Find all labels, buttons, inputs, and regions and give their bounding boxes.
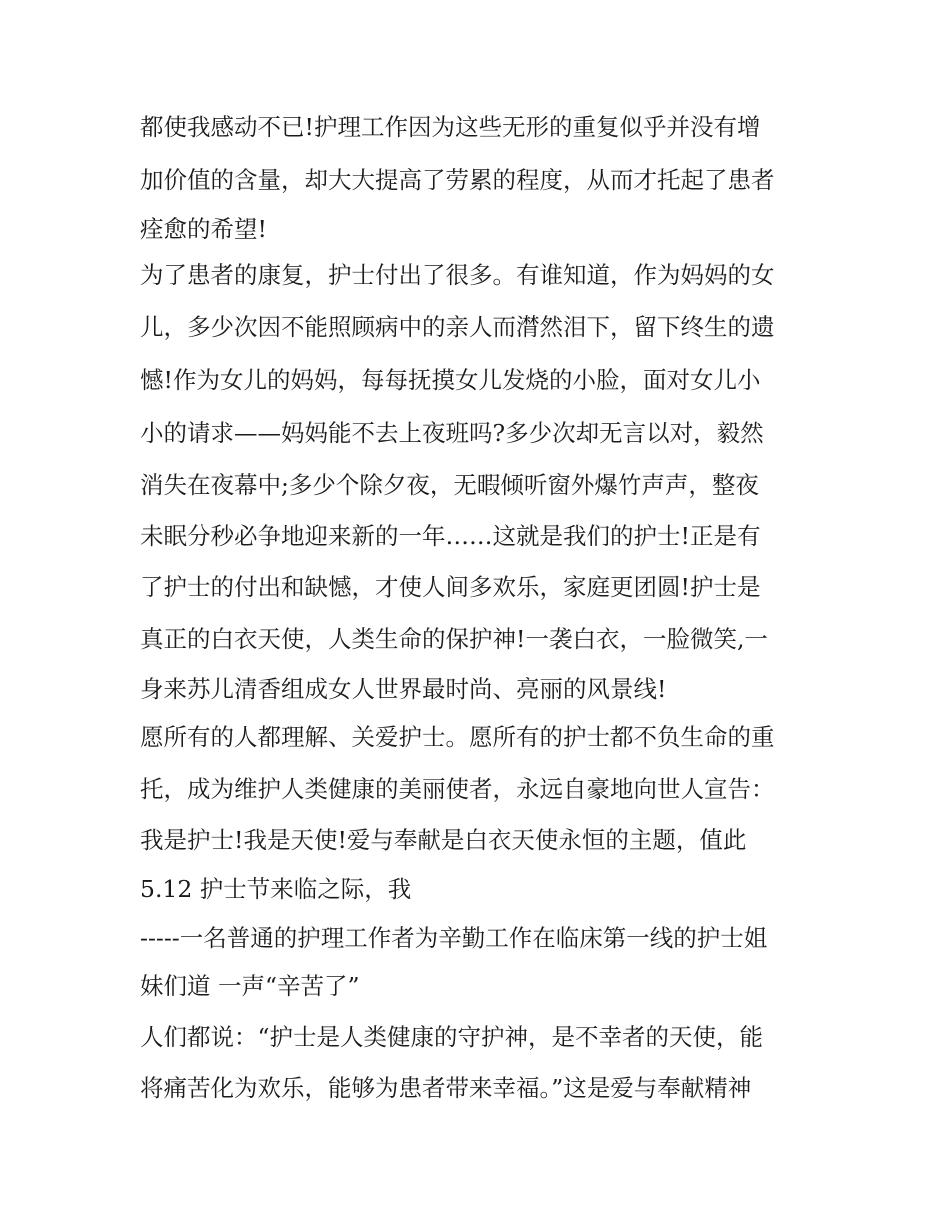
text-line: -----一名普通的护理工作者为辛勤工作在临床第一线的护士姐 xyxy=(140,924,768,952)
text-line: 憾!作为女儿的妈妈，每每抚摸女儿发烧的小脸，面对女儿小 xyxy=(140,366,761,394)
text-line: 为了患者的康复，护士付出了很多。有谁知道，作为妈妈的女 xyxy=(140,261,775,289)
text-line: 小的请求——妈妈能不去上夜班吗?多少次却无言以对，毅然 xyxy=(140,419,764,447)
text-line: 托，成为维护人类健康的美丽使者，永远自豪地向世人宣告： xyxy=(140,775,775,803)
text-line: 都使我感动不已!护理工作因为这些无形的重复似乎并没有增 xyxy=(140,113,761,141)
text-line: 儿，多少次因不能照顾病中的亲人而潸然泪下，留下终生的遗 xyxy=(140,313,775,341)
text-line: 了护士的付出和缺憾，才使人间多欢乐，家庭更团圆!护士是 xyxy=(140,573,761,601)
text-line: 将痛苦化为欢乐，能够为患者带来幸福。”这是爱与奉献精神 xyxy=(140,1074,752,1102)
text-line: 妹们道 一声“辛苦了” xyxy=(140,972,360,1000)
text-line: 我是护士!我是天使!爱与奉献是白衣天使永恒的主题，值此 xyxy=(140,826,747,854)
text-line: 身来苏儿清香组成女人世界最时尚、亮丽的风景线! xyxy=(140,675,667,703)
text-line: 加价值的含量，却大大提高了劳累的程度，从而才托起了患者 xyxy=(140,166,775,194)
text-line: 5.12 护士节来临之际，我 xyxy=(140,875,412,903)
text-line: 痊愈的希望! xyxy=(140,215,267,243)
text-line: 愿所有的人都理解、关爱护士。愿所有的护士都不负生命的重 xyxy=(140,723,775,751)
text-line: 消失在夜幕中;多少个除夕夜，无暇倾听窗外爆竹声声，整夜 xyxy=(140,471,759,499)
text-line: 人们都说：“护士是人类健康的守护神，是不幸者的天使，能 xyxy=(140,1023,764,1051)
text-line: 真正的白衣天使，人类生命的保护神!一袭白衣，一脸微笑,一 xyxy=(140,625,768,653)
text-line: 未眠分秒必争地迎来新的一年……这就是我们的护士!正是有 xyxy=(140,522,761,550)
